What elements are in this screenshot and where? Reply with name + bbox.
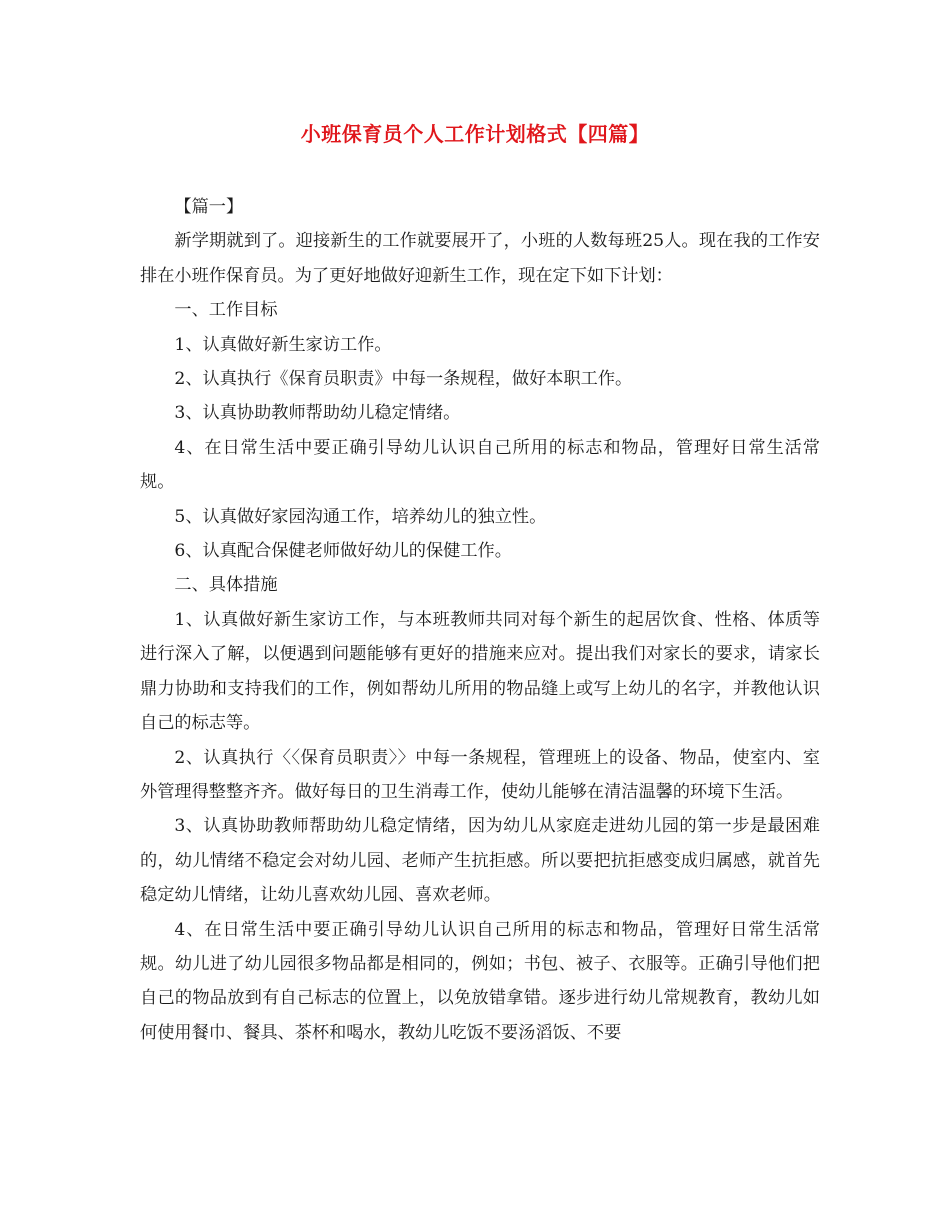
document-title: 小班保育员个人工作计划格式【四篇】: [300, 122, 650, 146]
document-body: [140, 190, 820, 1050]
goal-item: 4、在日常生活中要正确引导幼儿认识自己所用的标志和物品，管理好日常生活常规。: [140, 437, 820, 493]
intro-paragraph: 新学期就到了。迎接新生的工作就要展开了，小班的人数每班25人。现在我的工作安排在小班作保育员。为了更好地做好迎新生工作，现在定下如下计划：: [140, 231, 820, 286]
measure-paragraph: 4、在日常生活中要正确引导幼儿认识自己所用的标志和物品，管理好日常生活常规。幼儿进了幼儿园很多物品都是相同的，例如；书包、被子、衣服等。正确引导他们把自己的物品放到有自己标志的位置上，以免放错拿错。逐步进行幼儿常规教育，教幼儿如何使用餐巾、餐具、茶杯和喝水，教幼儿吃饭不要汤滔饭、不要: [140, 919, 820, 1043]
section-heading-measures: 二、具体措施: [174, 575, 278, 596]
goal-item: 5、认真做好家园沟通工作，培养幼儿的独立性。: [174, 506, 547, 527]
goal-item: 2、认真执行《保育员职责》中每一条规程，做好本职工作。: [174, 369, 633, 390]
measure-paragraph: 2、认真执行〈〈保育员职责〉〉中每一条规程，管理班上的设备、物品，使室内、室外管理得整整齐齐。做好每日的卫生消毒工作，使幼儿能够在清洁温馨的环境下生活。: [140, 747, 820, 802]
goal-item: 3、认真协助教师帮助幼儿稳定情绪。: [174, 403, 461, 424]
section-heading-goals: 一、工作目标: [174, 300, 278, 321]
measure-paragraph: 1、认真做好新生家访工作，与本班教师共同对每个新生的起居饮食、性格、体质等进行深入了解，以便遇到问题能够有更好的措施来应对。提出我们对家长的要求，请家长鼎力协助和支持我们的工作，例如帮幼儿所用的物品缝上或写上幼儿的名字，并教他认识自己的标志等。: [140, 609, 820, 734]
measure-paragraph: 3、认真协助教师帮助幼儿稳定情绪，因为幼儿从家庭走进幼儿园的第一步是最困难的，幼儿情绪不稳定会对幼儿园、老师产生抗拒感。所以要把抗拒感变成归属感，就首先稳定幼儿情绪，让幼儿喜欢幼儿园、喜欢老师。: [140, 816, 820, 906]
goal-item: 1、认真做好新生家访工作。: [174, 334, 392, 355]
section-heading-part-one: 【篇一】: [174, 197, 244, 217]
goal-item: 6、认真配合保健老师做好幼儿的保健工作。: [174, 541, 512, 562]
